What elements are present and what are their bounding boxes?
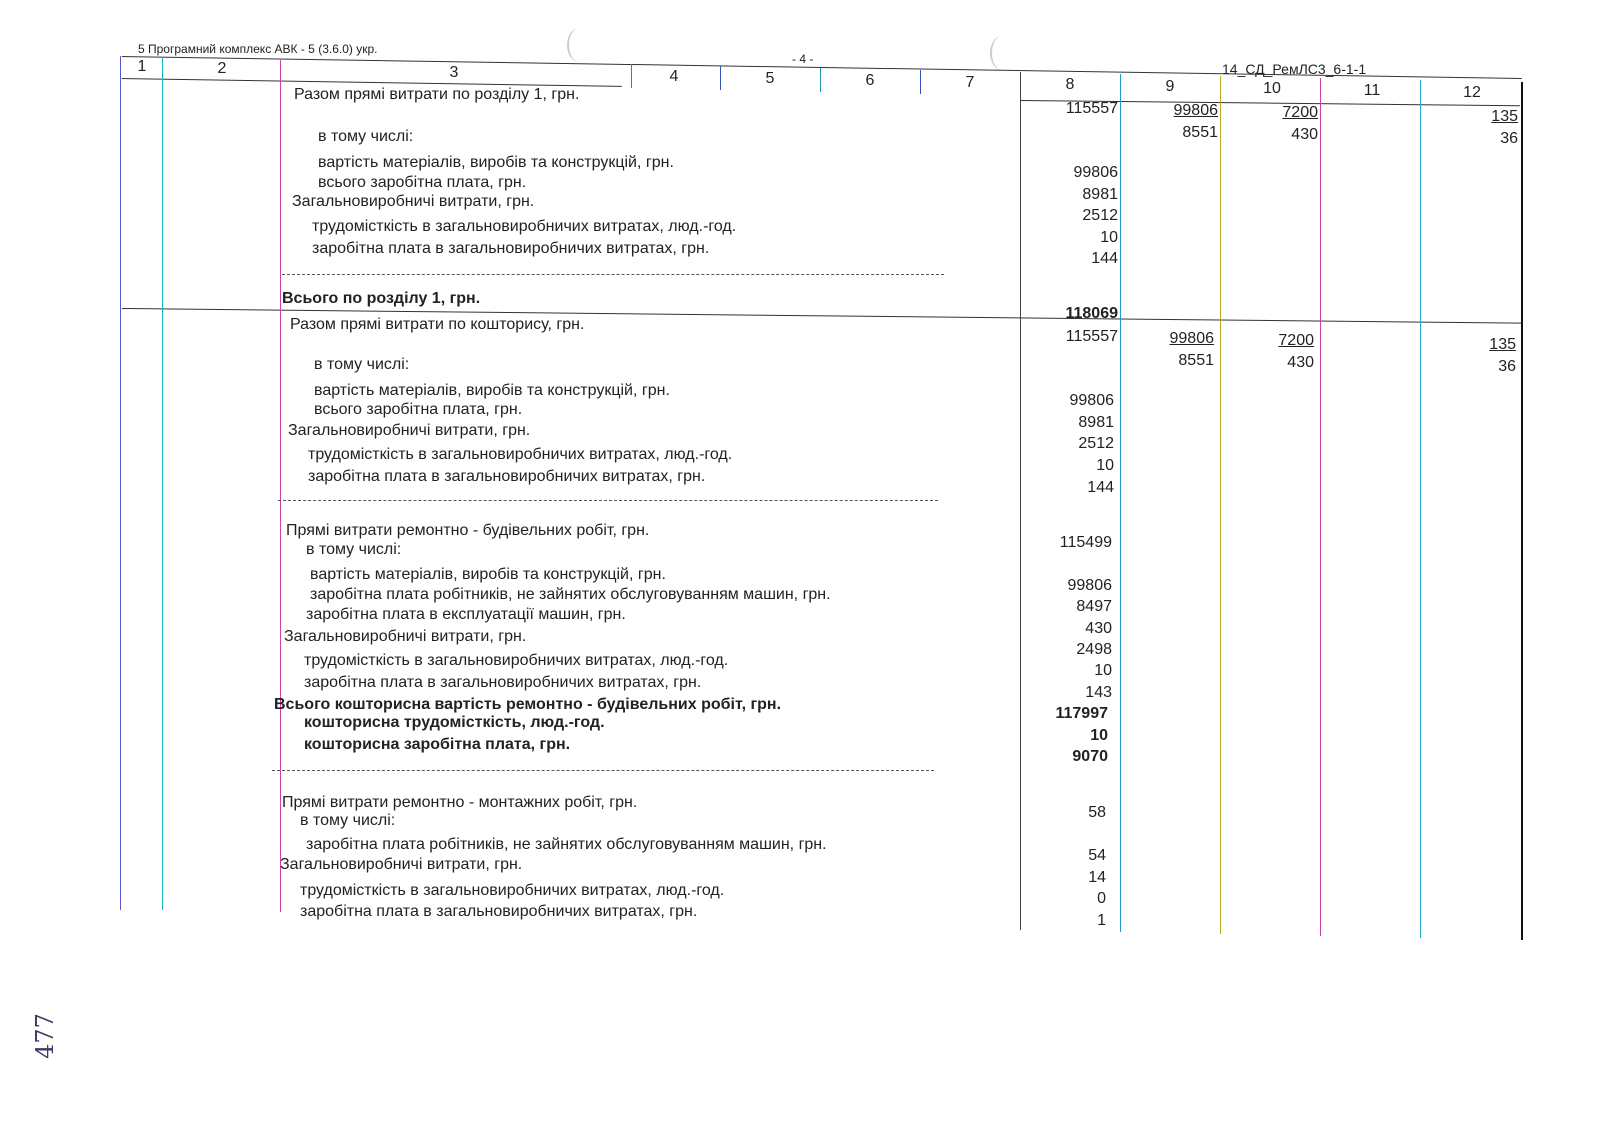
- estimate-overhead: 2512: [1078, 435, 1114, 452]
- column-number: 12: [1463, 84, 1481, 101]
- estimate-wages: 8981: [1078, 414, 1114, 431]
- mounting-workers-wages: 54: [1088, 847, 1106, 864]
- section1-col10-top: 7200: [1282, 104, 1318, 121]
- section1-incl-label: в тому числі:: [318, 128, 414, 145]
- section1-overhead-wages: 144: [1091, 250, 1118, 267]
- column-number: 8: [1065, 76, 1075, 93]
- column-number: 7: [965, 74, 975, 91]
- punch-hole: [990, 36, 1014, 70]
- mounting-direct-label: Прямі витрати ремонтно - монтажних робіт, грн.: [282, 794, 638, 811]
- repair-machine-wages: 430: [1085, 620, 1112, 637]
- estimate-overhead-wages: 144: [1087, 479, 1114, 496]
- repair-workers-wages: 8497: [1076, 598, 1112, 615]
- col-line: [1220, 76, 1221, 934]
- repair-est-labor: 10: [1090, 727, 1108, 744]
- estimate-labor: 10: [1096, 457, 1114, 474]
- column-number: 11: [1363, 82, 1381, 99]
- mounting-labor-label: трудомісткість в загальновиробничих витратах, люд.-год.: [300, 882, 725, 899]
- column-number: 4: [669, 68, 679, 85]
- dashed-separator: [272, 770, 934, 771]
- repair-direct-total: 115499: [1059, 534, 1112, 551]
- page-number: - 4 -: [792, 52, 814, 66]
- mounting-overhead-label: Загальновиробничі витрати, грн.: [280, 856, 523, 873]
- column-number: 3: [449, 64, 459, 81]
- repair-est-labor-label: кошторисна трудомісткість, люд.-год.: [304, 714, 605, 731]
- repair-labor: 10: [1094, 662, 1112, 679]
- section1-col12-top: 135: [1491, 108, 1518, 125]
- section1-col9-top: 99806: [1173, 102, 1218, 119]
- section1-overhead-label: Загальновиробничі витрати, грн.: [292, 193, 535, 210]
- estimate-col10-top: 7200: [1278, 332, 1314, 349]
- repair-overhead-wages: 143: [1085, 684, 1112, 701]
- mounting-overhead-wages: 1: [1097, 912, 1106, 929]
- repair-workers-wages-label: заробітна плата робітників, не зайнятих обслуговуванням машин, грн.: [310, 586, 831, 603]
- mounting-labor: 0: [1097, 890, 1106, 907]
- section1-total: 118069: [1065, 305, 1118, 322]
- estimate-direct-label: Разом прямі витрати по кошторису, грн.: [290, 316, 585, 333]
- estimate-overhead-wages-label: заробітна плата в загальновиробничих витратах, грн.: [308, 468, 706, 485]
- column-number: 2: [217, 60, 227, 77]
- section1-col12-bottom: 36: [1500, 130, 1518, 147]
- col-line: [1420, 80, 1421, 938]
- section1-materials: 99806: [1073, 164, 1118, 181]
- estimate-col12-bottom: 36: [1498, 358, 1516, 375]
- column-number: 10: [1263, 80, 1281, 97]
- mounting-workers-wages-label: заробітна плата робітників, не зайнятих обслуговуванням машин, грн.: [306, 836, 827, 853]
- section1-wages: 8981: [1082, 186, 1118, 203]
- section1-direct-label: Разом прямі витрати по розділу 1, грн.: [294, 86, 580, 103]
- col-line: [631, 64, 632, 88]
- repair-materials-label: вартість матеріалів, виробів та конструкцій, грн.: [310, 566, 666, 583]
- software-header: 5 Програмний комплекс АВК - 5 (3.6.0) укр.: [138, 42, 378, 56]
- repair-direct-label: Прямі витрати ремонтно - будівельних робіт, грн.: [286, 522, 650, 539]
- col-line: [1320, 78, 1321, 936]
- estimate-incl-label: в тому числі:: [314, 356, 410, 373]
- repair-overhead: 2498: [1076, 641, 1112, 658]
- estimate-col9-bottom: 8551: [1178, 352, 1214, 369]
- estimate-col12-top: 135: [1489, 336, 1516, 353]
- estimate-col10-bottom: 430: [1287, 354, 1314, 371]
- repair-overhead-label: Загальновиробничі витрати, грн.: [284, 628, 527, 645]
- repair-incl-label: в тому числі:: [306, 541, 402, 558]
- column-number: 6: [865, 72, 875, 89]
- section1-materials-label: вартість матеріалів, виробів та конструкцій, грн.: [318, 154, 674, 171]
- section1-col10-bottom: 430: [1291, 126, 1318, 143]
- punch-hole: [567, 28, 591, 62]
- col-line: [720, 66, 721, 90]
- estimate-materials: 99806: [1069, 392, 1114, 409]
- col-line: [1020, 72, 1021, 930]
- repair-labor-label: трудомісткість в загальновиробничих витратах, люд.-год.: [304, 652, 729, 669]
- dashed-separator: [282, 274, 944, 275]
- section1-direct-total: 115557: [1065, 100, 1118, 117]
- section1-overhead-wages-label: заробітна плата в загальновиробничих витратах, грн.: [312, 240, 710, 257]
- mounting-overhead-wages-label: заробітна плата в загальновиробничих витратах, грн.: [300, 903, 698, 920]
- column-number: 1: [137, 58, 147, 75]
- section1-wages-label: всього заробітна плата, грн.: [318, 174, 527, 191]
- col-line: [162, 58, 163, 910]
- repair-overhead-wages-label: заробітна плата в загальновиробничих витратах, грн.: [304, 674, 702, 691]
- col-line: [120, 56, 121, 910]
- section1-labor: 10: [1100, 229, 1118, 246]
- mounting-overhead: 14: [1088, 869, 1106, 886]
- document-code: 14_СД_РемЛС3_6-1-1: [1222, 61, 1367, 77]
- estimate-overhead-label: Загальновиробничі витрати, грн.: [288, 422, 531, 439]
- estimate-labor-label: трудомісткість в загальновиробничих витратах, люд.-год.: [308, 446, 733, 463]
- repair-materials: 99806: [1067, 577, 1112, 594]
- repair-est-wages: 9070: [1072, 748, 1108, 765]
- handwritten-mark: 477: [30, 1013, 59, 1059]
- section1-overhead: 2512: [1082, 207, 1118, 224]
- mounting-direct-total: 58: [1088, 804, 1106, 821]
- estimate-materials-label: вартість матеріалів, виробів та конструкцій, грн.: [314, 382, 670, 399]
- column-number: 9: [1165, 78, 1175, 95]
- estimate-col9-top: 99806: [1169, 330, 1214, 347]
- col-line: [820, 68, 821, 92]
- col-line: [1120, 74, 1121, 932]
- repair-machine-wages-label: заробітна плата в експлуатації машин, грн.: [306, 606, 626, 623]
- mounting-incl-label: в тому числі:: [300, 812, 396, 829]
- column-number: 5: [765, 70, 775, 87]
- col-line: [920, 70, 921, 94]
- estimate-direct-total: 115557: [1065, 328, 1118, 345]
- col-line: [1521, 82, 1523, 940]
- dashed-separator: [278, 500, 938, 501]
- estimate-wages-label: всього заробітна плата, грн.: [314, 401, 523, 418]
- repair-total: 117997: [1055, 705, 1108, 722]
- section1-total-label: Всього по розділу 1, грн.: [282, 290, 481, 307]
- repair-est-wages-label: кошторисна заробітна плата, грн.: [304, 736, 571, 753]
- section1-labor-label: трудомісткість в загальновиробничих витратах, люд.-год.: [312, 218, 737, 235]
- repair-total-label: Всього кошторисна вартість ремонтно - будівельних робіт, грн.: [274, 696, 782, 713]
- section1-col9-bottom: 8551: [1182, 124, 1218, 141]
- col-line: [280, 60, 281, 912]
